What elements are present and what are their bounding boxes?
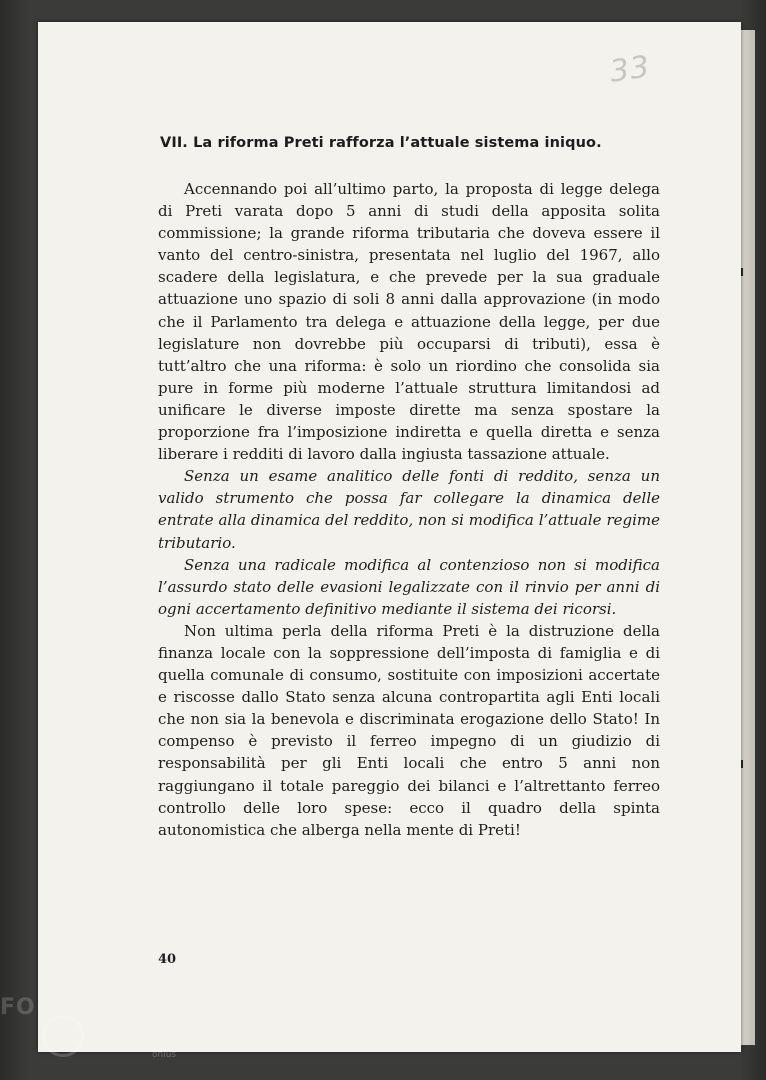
margin-mark <box>741 268 743 276</box>
pencil-page-mark: 33 <box>607 49 653 90</box>
watermark-circle-icon <box>42 1015 84 1057</box>
margin-mark <box>741 760 743 768</box>
paragraph-3-italic: Senza una radicale modifica al contenzioso non si modifica l’assurdo stato delle evasioni legalizzate con il rinvio per anni di ogni accertamento definitivo mediante il sistema dei ricorsi. <box>158 555 660 618</box>
body-text <box>158 178 660 841</box>
paragraph-2-italic: Senza un esame analitico delle fonti di reddito, senza un valido strumento che possa far collegare la dinamica delle entrate alla dinamica del reddito, non si modifica l’attuale regime tributario. <box>158 467 660 552</box>
scan-watermark-sub: onlus <box>152 1050 177 1060</box>
page-number: 40 <box>158 952 177 967</box>
scan-watermark: FO <box>0 995 36 1020</box>
paragraph-1: Accennando poi all’ultimo parto, la proposta di legge delega di Preti varata dopo 5 anni di studi della apposita solita commissione; la grande riforma tributaria che doveva essere il vanto del centro-sinistra, presentata nel luglio del 1967, allo scadere della legislatura, e che prevede per la sua graduale attuazione uno spazio di soli 8 anni dalla approvazione (in modo che il Parlamento tra delega e attuazione della legge, per due legislature non dovrebbe più occuparsi di tributi), essa è tutt’altro che una riforma: è solo un riordino che consolida sia pure in forme più moderne l’attuale struttura limitandosi ad unificare le diverse imposte dirette ma senza spostare la proporzione fra l’imposizione indiretta e quella diretta e senza liberare i redditi di lavoro dalla ingiusta tassazione attuale. <box>158 180 660 464</box>
page-edge <box>741 30 755 1045</box>
paragraph-4: Non ultima perla della riforma Preti è la distruzione della finanza locale con la soppressione dell’imposta di famiglia e di quella comunale di consumo, sostituite con imposizioni accertate e riscosse dallo Stato senza alcuna contropartita agli Enti locali che non sia la benevola e discriminata erogazione dello Stato! In compenso è previsto il ferreo impegno di un giudizio di responsabilità per gli Enti locali che entro 5 anni non raggiungano il totale pareggio dei bilanci e l’altrettanto ferreo controllo delle loro spese: ecco il quadro della spinta autonomistica che alberga nella mente di Preti! <box>158 621 660 839</box>
section-heading: VII. La riforma Preti rafforza l’attuale sistema iniquo. <box>160 135 602 151</box>
